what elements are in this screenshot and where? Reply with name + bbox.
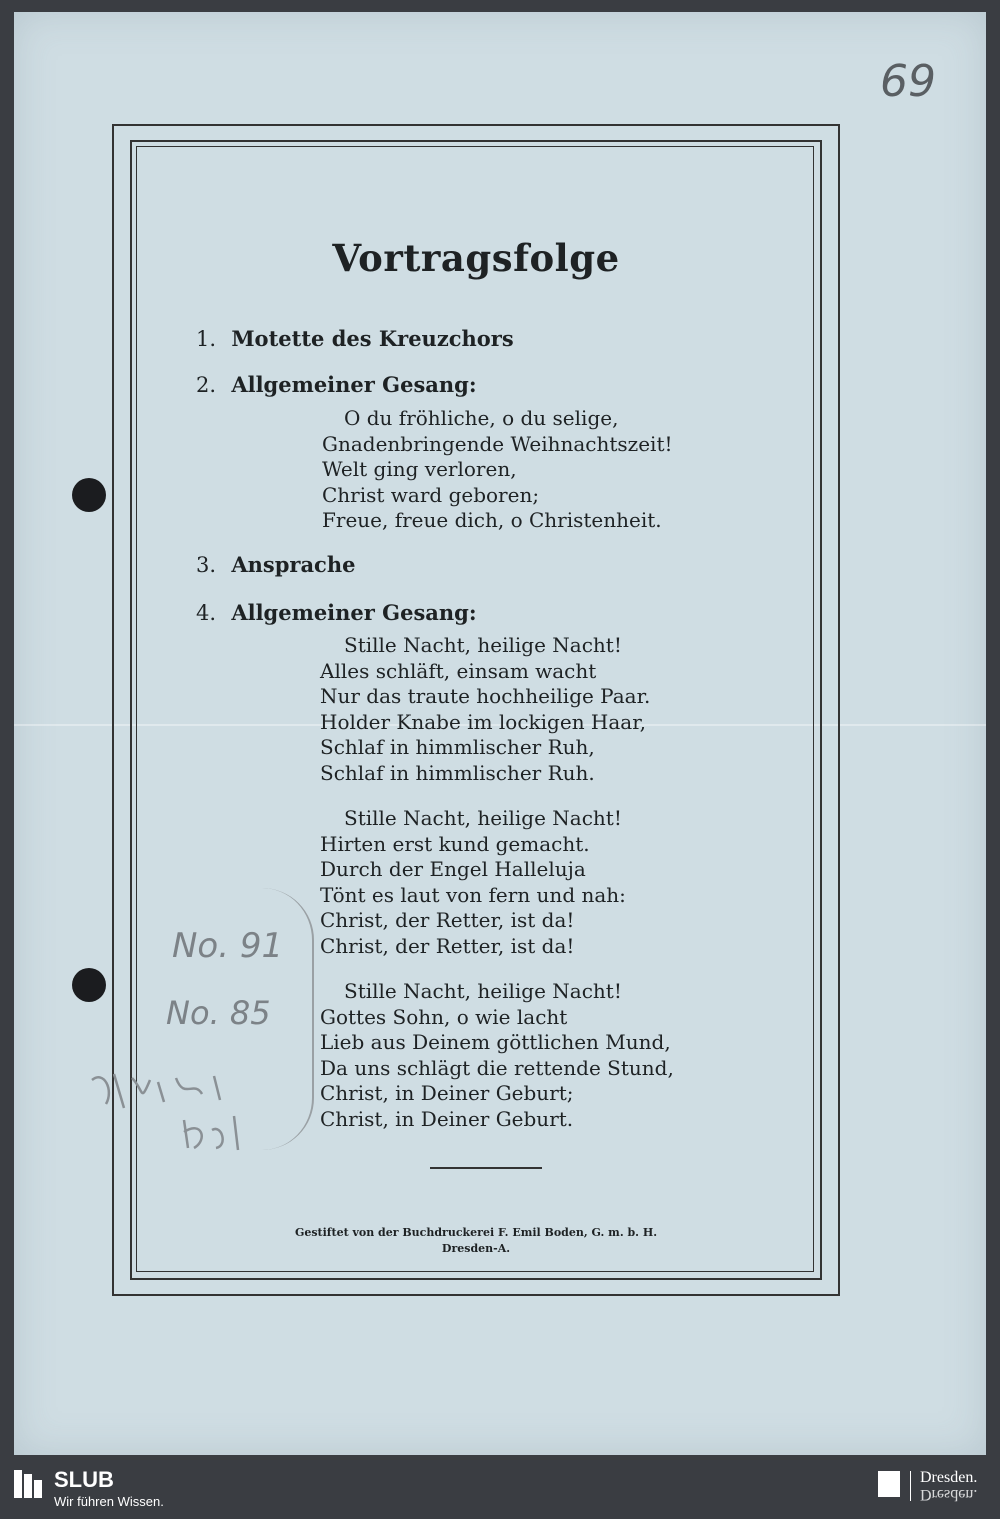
lyric-line: Christ, in Deiner Geburt; (320, 1081, 574, 1105)
lyric-line: Stille Nacht, heilige Nacht! (344, 633, 622, 657)
item-number: 3. (196, 553, 217, 577)
lyric-line: Hirten erst kund gemacht. (320, 831, 590, 856)
logo-divider (910, 1471, 911, 1501)
lyric-line: Nur das traute hochheilige Paar. (320, 684, 651, 708)
punch-hole-bottom (72, 968, 106, 1002)
dresden-crest-icon (878, 1471, 900, 1497)
program-item-2 (196, 372, 477, 397)
handwritten-note-1: No. 91 (172, 926, 284, 966)
song-verse-3 (320, 979, 674, 1132)
lyric-line: Christ, in Deiner Geburt. (320, 1106, 574, 1131)
lyric-line: Tönt es laut von fern und nah: (320, 882, 626, 907)
song-verse-1 (320, 633, 650, 786)
item-number: 1. (196, 327, 217, 351)
program-title: Vortragsfolge (332, 236, 620, 280)
slub-logo-text: SLUB (54, 1467, 114, 1492)
page-number-handwritten: 69 (880, 56, 936, 107)
lyric-line: Lieb aus Deinem göttlichen Mund, (320, 1030, 671, 1054)
lyric-line: Alles schläft, einsam wacht (320, 658, 597, 683)
lyric-line: Holder Knabe im lockigen Haar, (320, 709, 646, 734)
handwritten-note-2: No. 85 (166, 994, 271, 1032)
song-lyrics-1 (322, 406, 673, 534)
item-label: Allgemeiner Gesang: (231, 600, 477, 625)
item-label: Allgemeiner Gesang: (231, 372, 477, 397)
program-item-1 (196, 326, 514, 351)
lyric-line: Freue, freue dich, o Christenheit. (322, 508, 662, 532)
lyric-line: Schlaf in himmlischer Ruh. (320, 760, 595, 785)
lyric-line: Christ, der Retter, ist da! (320, 933, 575, 958)
lyric-line: O du fröhliche, o du selige, (344, 406, 619, 430)
pencil-bracket (262, 888, 314, 1150)
lyric-line: Welt ging verloren, (322, 457, 517, 481)
program-item-3 (196, 552, 355, 577)
lyric-line: Schlaf in himmlischer Ruh, (320, 735, 595, 759)
lyric-line: Christ ward geboren; (322, 482, 540, 507)
lyric-line: Gnadenbringende Weihnachtszeit! (322, 431, 673, 456)
item-number: 2. (196, 373, 217, 397)
lyric-line: Gottes Sohn, o wie lacht (320, 1004, 568, 1029)
printer-location: Dresden-A. (441, 1242, 511, 1255)
lyric-line: Da uns schlägt die rettende Stund, (320, 1055, 674, 1080)
lyric-line: Stille Nacht, heilige Nacht! (344, 806, 622, 830)
lyric-line: Stille Nacht, heilige Nacht! (344, 979, 622, 1003)
item-label: Ansprache (231, 552, 356, 577)
item-label: Motette des Kreuzchors (231, 326, 514, 351)
branding-bar (0, 1467, 1000, 1519)
handwritten-scribble (84, 1060, 264, 1160)
program-item-4 (196, 600, 477, 625)
dresden-logo-mirror: Dresden. (920, 1486, 978, 1503)
punch-hole-top (72, 478, 106, 512)
lyric-line: Christ, der Retter, ist da! (320, 908, 575, 932)
slub-tagline: Wir führen Wissen. (54, 1494, 164, 1509)
slub-logo-icon (14, 1470, 44, 1498)
divider-rule (430, 1167, 542, 1169)
song-verse-2 (320, 806, 626, 959)
dresden-logo-text: Dresden. (920, 1469, 978, 1486)
item-number: 4. (196, 601, 217, 625)
printer-credit: Gestiftet von der Buchdruckerei F. Emil Boden, G. m. b. H. (294, 1226, 658, 1239)
lyric-line: Durch der Engel Halleluja (320, 857, 586, 881)
